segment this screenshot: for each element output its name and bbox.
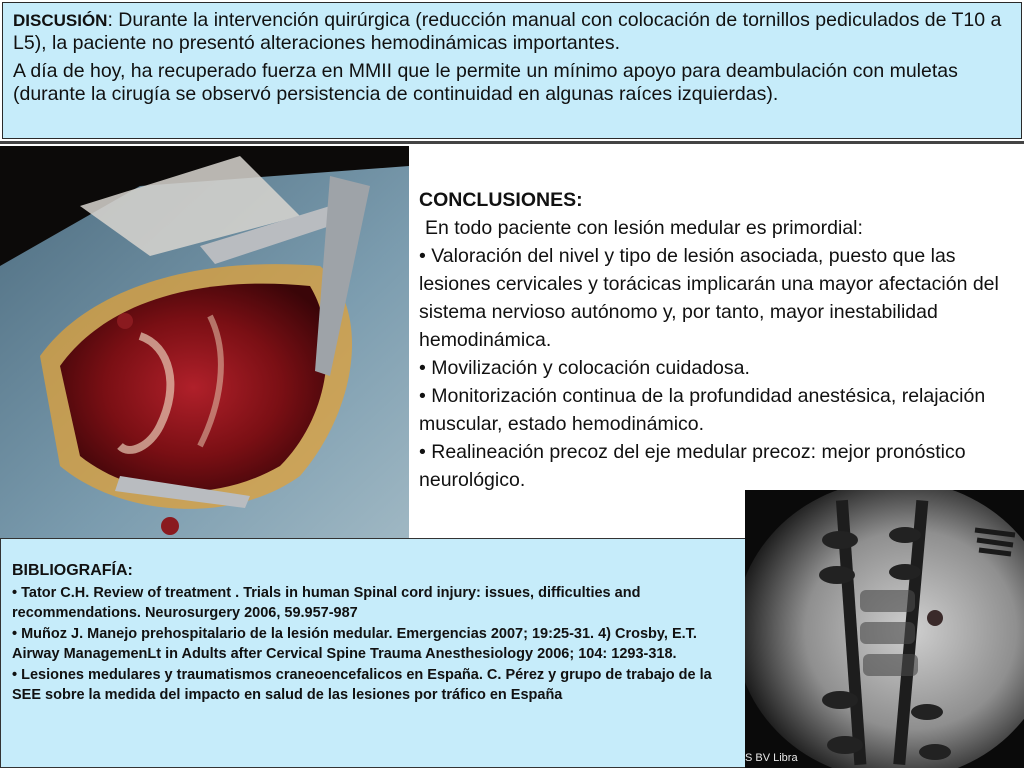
- bibliography-entry: • Lesiones medulares y traumatismos craneoencefalicos en España. C. Pérez y grupo de trabajo de la SEE sobre la medida del impacto en salud de las lesiones por tráfico en España: [12, 666, 712, 703]
- section-divider: [0, 141, 1024, 144]
- bibliography-heading: BIBLIOGRAFÍA:: [12, 562, 133, 579]
- spine-xray-photo: [745, 490, 1024, 768]
- conclusions-item: • Valoración del nivel y tipo de lesión asociada, puesto que las lesiones cervicales y torácicas implicarán una mayor afectación del sistema nervioso autónomo y, por tanto, mayor inestabilidad hemodinámica.: [419, 245, 999, 351]
- bibliography-entry: • Muñoz J. Manejo prehospitalario de la lesión medular. Emergencias 2007; 19:25-31. 4) Crosby, E.T. Airway ManagemenLt in Adults after Cervical Spine Trauma Anesthesiology 2006; 104: 1293-318.: [12, 625, 697, 662]
- discussion-heading: DISCUSIÓN: [13, 11, 108, 30]
- xray-graphic: [745, 490, 1024, 768]
- discussion-section: [2, 2, 1022, 139]
- conclusions-intro: En todo paciente con lesión medular es primordial:: [425, 217, 863, 239]
- discussion-colon: :: [107, 9, 113, 31]
- discussion-paragraph-1: [13, 9, 1011, 55]
- conclusions-heading: CONCLUSIONES:: [419, 189, 583, 211]
- conclusions-item: • Movilización y colocación cuidadosa.: [419, 357, 750, 379]
- conclusions-item: • Realineación precoz del eje medular precoz: mejor pronóstico neurológico.: [419, 441, 966, 491]
- xray-device-label: S BV Libra: [745, 752, 798, 764]
- bibliography-section: [0, 538, 745, 768]
- bibliography-entry: • Tator C.H. Review of treatment . Trials in human Spinal cord injury: issues, difficulties and recommendations. Neurosurgery 2006, 59.957-987: [12, 584, 641, 621]
- discussion-paragraph-2: A día de hoy, ha recuperado fuerza en MMII que le permite un mínimo apoyo para deambulación con muletas (durante la cirugía se observó persistencia de continuidad en algunas raíces izquierdas).: [13, 60, 958, 105]
- discussion-text-1: Durante la intervención quirúrgica (reducción manual con colocación de tornillos pediculados de T10 a L5), la paciente no presentó alteraciones hemodinámicas importantes.: [13, 9, 1002, 54]
- conclusions-item: • Monitorización continua de la profundidad anestésica, relajación muscular, estado hemodinámico.: [419, 385, 986, 435]
- surgical-photo-graphic: [0, 146, 409, 538]
- surgical-field-photo: [0, 146, 409, 538]
- conclusions-section: [419, 186, 1019, 494]
